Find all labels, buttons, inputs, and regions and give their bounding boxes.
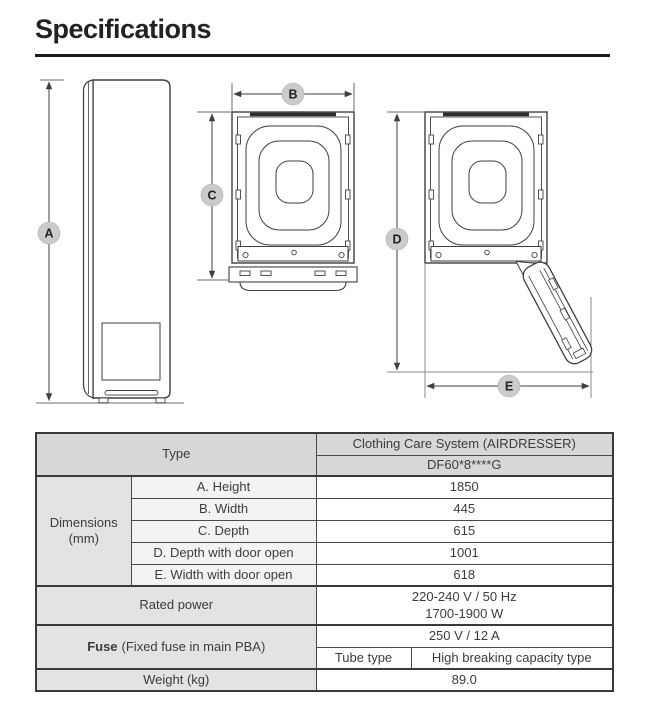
badge-c-label: C bbox=[207, 188, 217, 203]
dimension-diagrams bbox=[35, 57, 645, 417]
dimension-label-depth: C. Depth bbox=[131, 520, 316, 542]
dimension-value-width: 445 bbox=[316, 498, 613, 520]
badge-b-label: B bbox=[288, 87, 298, 102]
fuse-label-cell bbox=[36, 625, 316, 669]
top-view-drawing bbox=[197, 83, 357, 291]
product-name-cell: Clothing Care System (AIRDRESSER) bbox=[316, 433, 613, 455]
dimension-value-height: 1850 bbox=[316, 476, 613, 498]
door-front-panel bbox=[229, 267, 357, 282]
open-door bbox=[520, 259, 595, 368]
dimensions-group-cell bbox=[36, 476, 131, 586]
dimensions-label-line2: (mm) bbox=[68, 531, 99, 546]
rated-power-value-cell bbox=[316, 586, 613, 625]
specifications-table bbox=[35, 432, 614, 692]
rated-power-voltage: 220-240 V / 50 Hz bbox=[411, 589, 517, 605]
dimension-label-height: A. Height bbox=[131, 476, 316, 498]
dimension-label-width: B. Width bbox=[131, 498, 316, 520]
dimension-label-depth-door-open: D. Depth with door open bbox=[131, 542, 316, 564]
cabinet-body-outline bbox=[93, 80, 170, 398]
dimension-label-width-door-open: E. Width with door open bbox=[131, 564, 316, 586]
door-front-curve bbox=[240, 282, 346, 291]
fuse-label-rest: (Fixed fuse in main PBA) bbox=[121, 638, 266, 654]
foot-left bbox=[99, 398, 108, 403]
dimension-value-width-door-open: 618 bbox=[316, 564, 613, 586]
dimensions-label-line1: Dimensions bbox=[49, 514, 118, 530]
top-view-door-open-drawing bbox=[386, 112, 595, 398]
badge-d-label: D bbox=[392, 232, 402, 247]
model-number-cell: DF60*8****G bbox=[316, 455, 613, 476]
weight-value-cell: 89.0 bbox=[316, 669, 613, 691]
fuse-tube-type-cell: Tube type bbox=[316, 647, 411, 669]
badge-e-label: E bbox=[504, 379, 514, 394]
badge-a-label: A bbox=[44, 226, 54, 241]
type-header-cell: Type bbox=[36, 433, 316, 476]
rated-power-label-cell: Rated power bbox=[36, 586, 316, 625]
side-view-drawing bbox=[36, 80, 184, 403]
fuse-label-bold: Fuse bbox=[87, 638, 118, 654]
weight-label-cell: Weight (kg) bbox=[36, 669, 316, 691]
fuse-breaking-type-cell: High breaking capacity type bbox=[411, 647, 613, 669]
fuse-rating-cell: 250 V / 12 A bbox=[316, 625, 613, 647]
rated-power-wattage: 1700-1900 W bbox=[425, 605, 504, 621]
page-title: Specifications bbox=[35, 14, 610, 57]
dimension-value-depth: 615 bbox=[316, 520, 613, 542]
dimension-value-depth-door-open: 1001 bbox=[316, 542, 613, 564]
foot-right bbox=[156, 398, 165, 403]
